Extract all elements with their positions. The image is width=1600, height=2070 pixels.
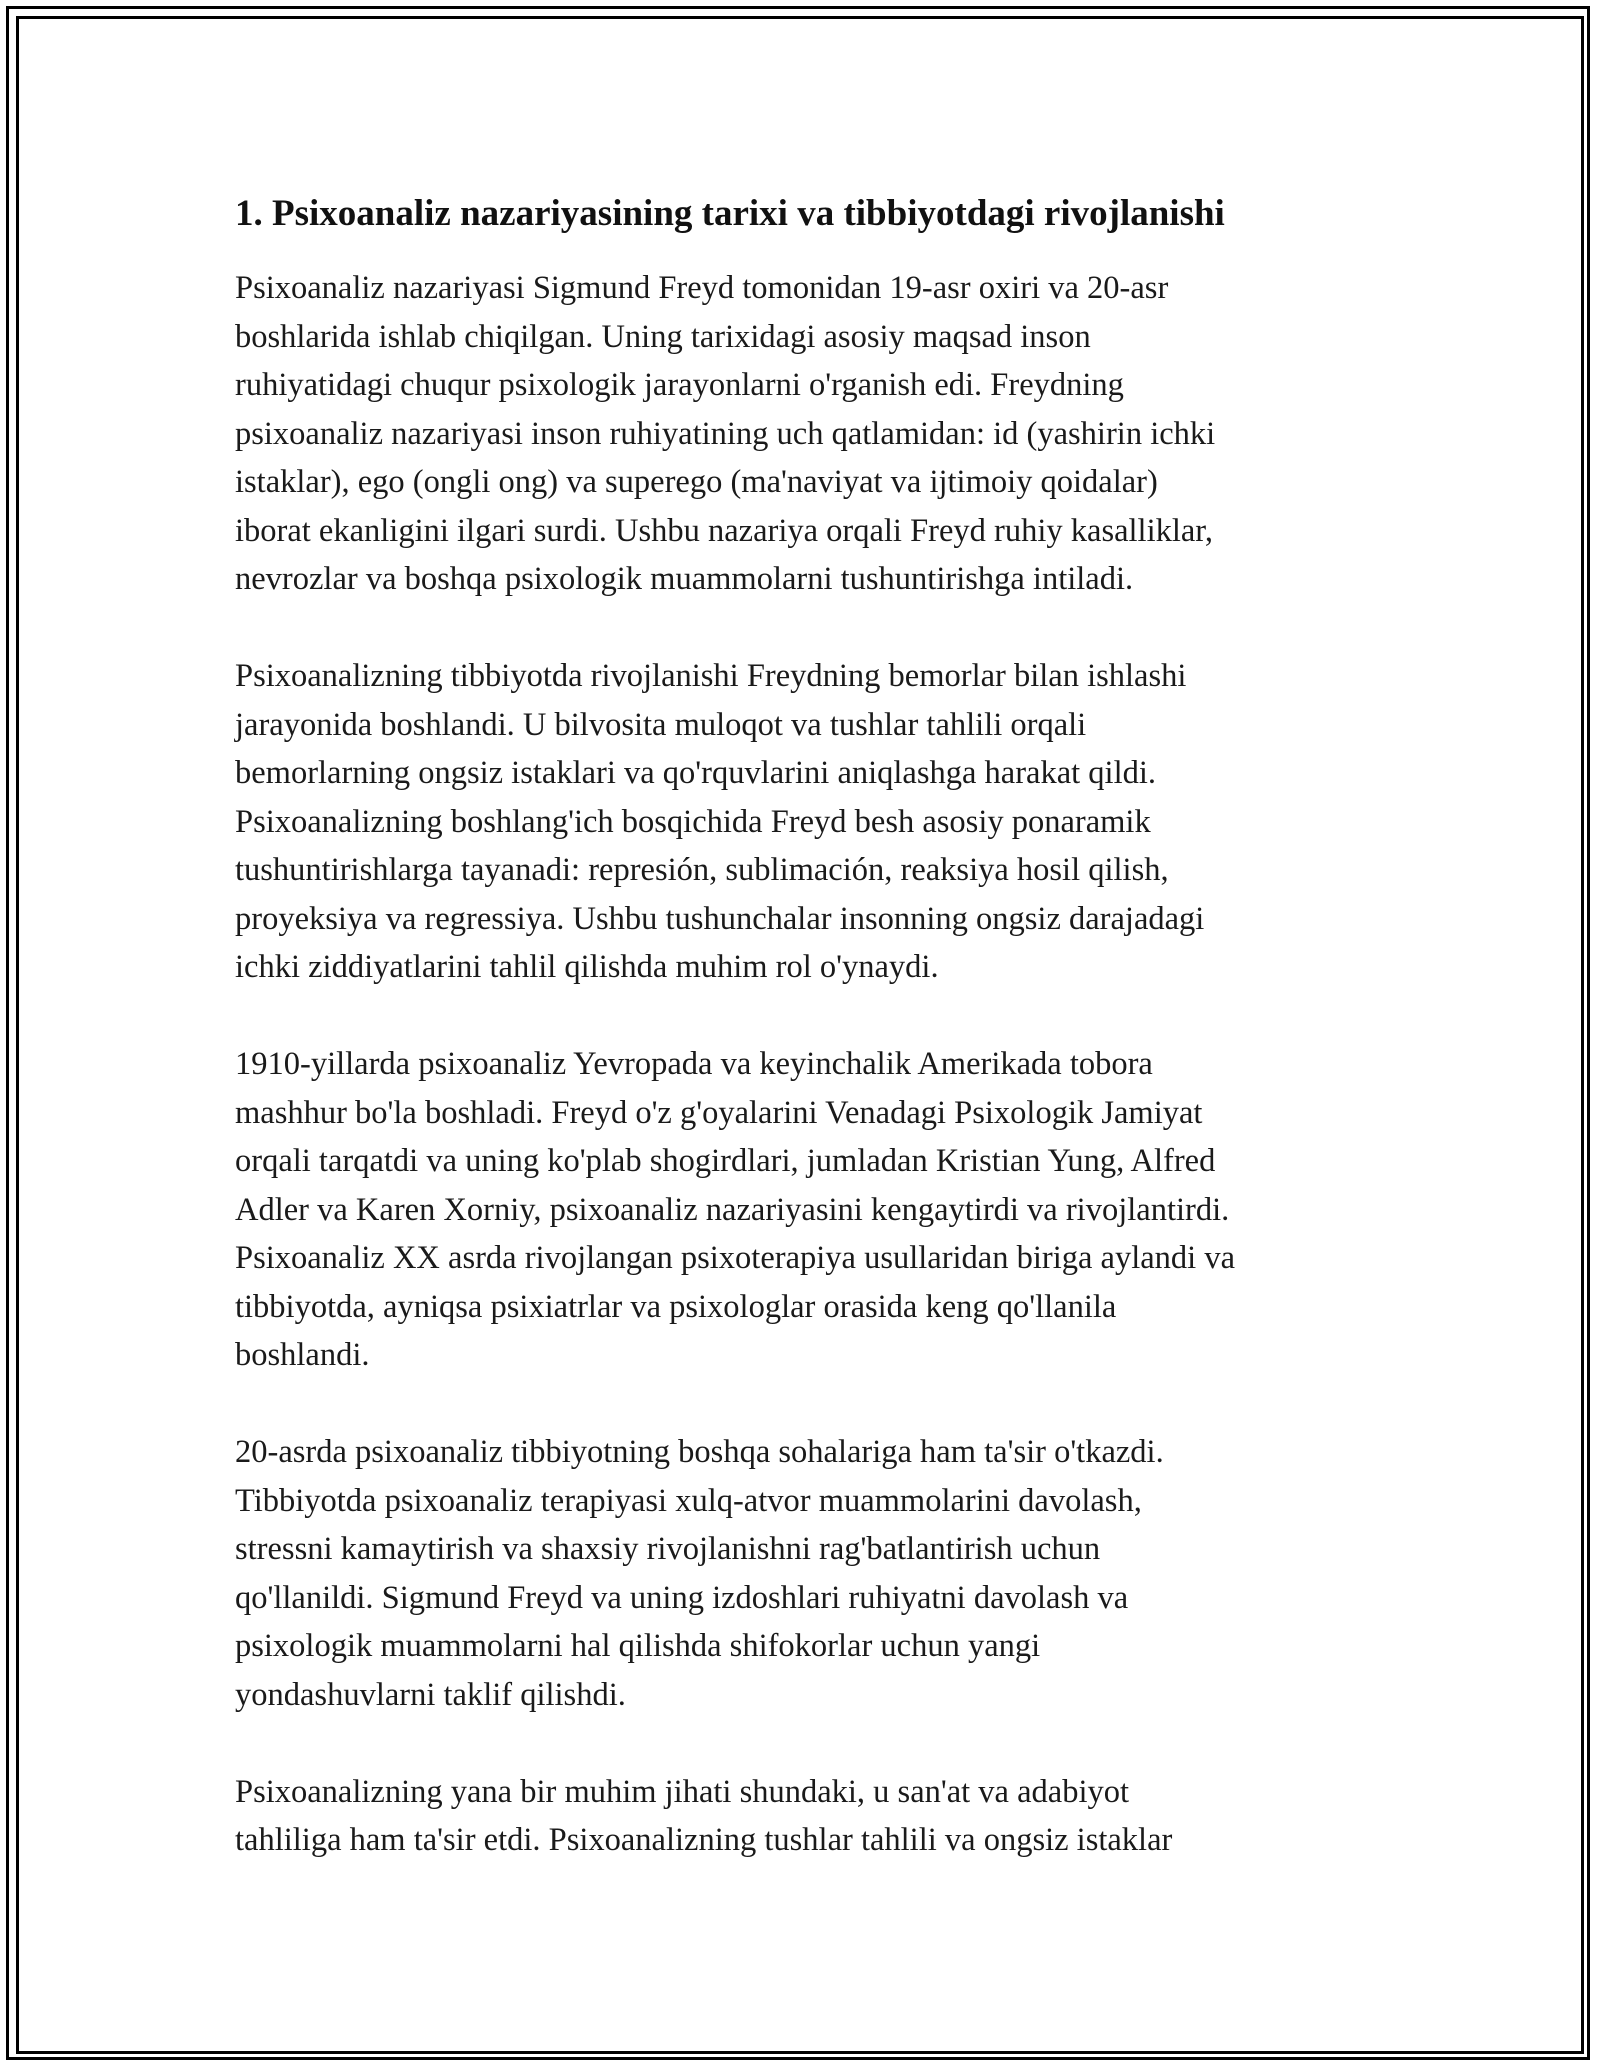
text-line: psixoanaliz nazariyasi inson ruhiyatining uch qatlamidan: id (yashirin ichki — [235, 415, 1216, 452]
text-line: tahliliga ham ta'sir etdi. Psixoanalizning tushlar tahlili va ongsiz istaklar — [235, 1822, 1173, 1858]
text-line: tibbiyotda, ayniqsa psixiatrlar va psixologlar orasida keng qo'llanila — [235, 1288, 1117, 1325]
text-line: bemorlarning ongsiz istaklari va qo'rquvlarini aniqlashga harakat qildi. — [235, 755, 1157, 791]
text-line: proyeksiya va regressiya. Ushbu tushunchalar insonning ongsiz darajadagi — [235, 900, 1205, 937]
section-heading: 1. Psixoanaliz nazariyasining tarixi va tibbiyotdagi rivojlanishi — [235, 193, 1225, 234]
paragraph-2 — [235, 652, 1365, 992]
text-line: nevrozlar va boshqa psixologik muammolarni tushuntirishga intiladi. — [235, 561, 1134, 597]
text-line: 1910-yillarda psixoanaliz Yevropada va keyinchalik Amerikada tobora — [235, 1046, 1153, 1082]
text-line: orqali tarqatdi va uning ko'plab shogirdlari, jumladan Kristian Yung, Alfred — [235, 1143, 1216, 1179]
paragraph-5 — [235, 1768, 1365, 1865]
text-line: istaklar), ego (ongli ong) va superego (ma'naviyat va ijtimoiy qoidalar) — [235, 464, 1158, 500]
text-line: yondashuvlarni taklif qilishdi. — [235, 1676, 626, 1713]
text-line: psixologik muammolarni hal qilishda shifokorlar uchun yangi — [235, 1628, 1041, 1664]
text-line: mashhur bo'la boshladi. Freyd o'z g'oyalarini Venadagi Psixologik Jamiyat — [235, 1094, 1203, 1131]
text-line: iborat ekanligini ilgari surdi. Ushbu nazariya orqali Freyd ruhiy kasalliklar, — [235, 512, 1213, 549]
text-line: Psixoanalizning boshlang'ich bosqichida Freyd besh asosiy ponaramik — [235, 803, 1151, 840]
paragraph-3 — [235, 1040, 1365, 1380]
text-line: qo'llanildi. Sigmund Freyd va uning izdoshlari ruhiyatni davolash va — [235, 1579, 1129, 1616]
text-line: boshlarida ishlab chiqilgan. Uning tarixidagi asosiy maqsad inson — [235, 318, 1091, 355]
text-line: ichki ziddiyatlarini tahlil qilishda muhim rol o'ynaydi. — [235, 949, 939, 985]
paragraph-4 — [235, 1428, 1365, 1719]
text-line: Psixoanalizning tibbiyotda rivojlanishi Freydning bemorlar bilan ishlashi — [235, 658, 1187, 694]
text-line: stressni kamaytirish va shaxsiy rivojlanishni rag'batlantirish uchun — [235, 1531, 1101, 1567]
paragraph-1 — [235, 264, 1365, 604]
text-line: tushuntirishlarga tayanadi: represión, sublimación, reaksiya hosil qilish, — [235, 852, 1169, 888]
text-line: Psixoanalizning yana bir muhim jihati shundaki, u san'at va adabiyot — [235, 1773, 1130, 1810]
text-line: boshlandi. — [235, 1337, 370, 1373]
text-line: Tibbiyotda psixoanaliz terapiyasi xulq-atvor muammolarini davolash, — [235, 1482, 1142, 1519]
text-line: Psixoanaliz XX asrda rivojlangan psixoterapiya usullaridan biriga aylandi va — [235, 1240, 1235, 1276]
text-line: Psixoanaliz nazariyasi Sigmund Freyd tomonidan 19-asr oxiri va 20-asr — [235, 270, 1169, 306]
text-line: 20-asrda psixoanaliz tibbiyotning boshqa sohalariga ham ta'sir o'tkazdi. — [235, 1434, 1164, 1470]
text-line: Adler va Karen Xorniy, psixoanaliz nazariyasini kengaytirdi va rivojlantirdi. — [235, 1191, 1230, 1228]
text-line: ruhiyatidagi chuqur psixologik jarayonlarni o'rganish edi. Freydning — [235, 367, 1124, 403]
text-line: jarayonida boshlandi. U bilvosita muloqot va tushlar tahlili orqali — [235, 706, 1087, 743]
document-body — [235, 188, 1365, 1913]
